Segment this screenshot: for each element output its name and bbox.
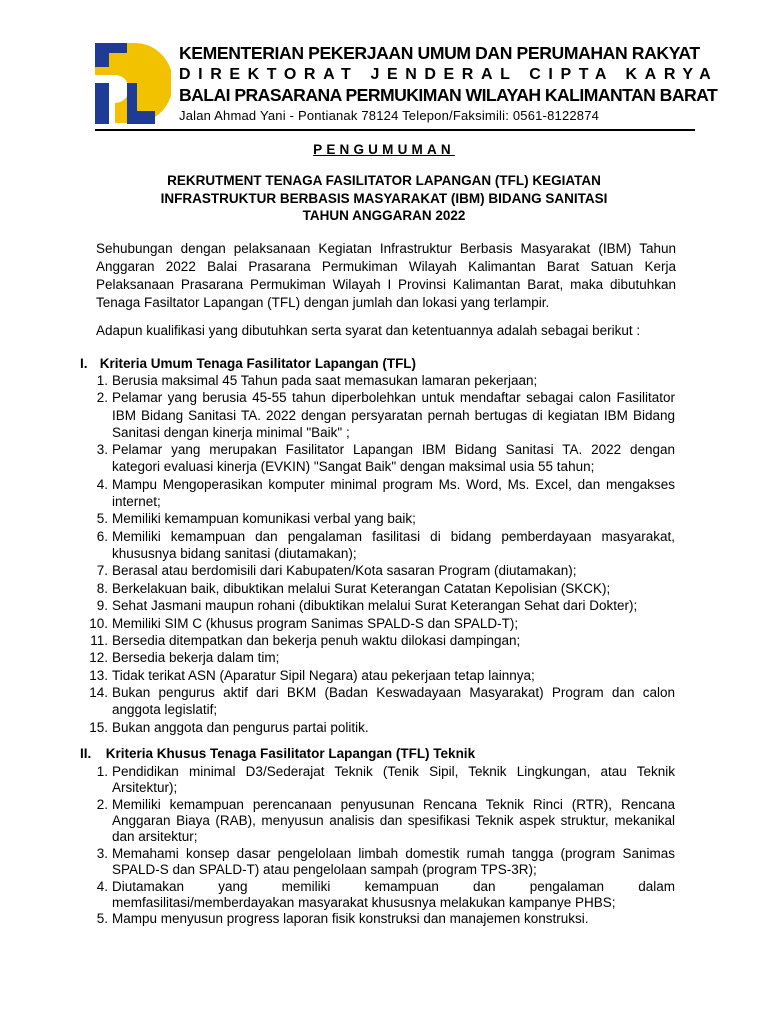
item-number: 3. <box>96 442 108 458</box>
list-item <box>96 476 675 510</box>
item-number: 3. <box>96 845 108 861</box>
document-title <box>0 172 768 225</box>
item-text: Mampu menyusun progress laporan fisik konstruksi dan manajemen konstruksi. <box>112 911 589 927</box>
letterhead-divider <box>95 129 695 131</box>
item-number: 1. <box>96 764 108 779</box>
office-address: Jalan Ahmad Yani - Pontianak 78124 Telepon/Faksimili: 0561-8122874 <box>179 108 600 123</box>
item-text: Tidak terikat ASN (Aparatur Sipil Negara) atau pekerjaan tetap lainnya; <box>112 667 535 683</box>
item-text: Memiliki kemampuan perencanaan penyusunan Rencana Teknik Rinci (RTR), Rencana Anggaran Biaya (RAB), menyusun analisis dan spesifikasi Teknik aspek struktur, mekanikal dan arsitektur; <box>112 796 675 845</box>
list-item <box>96 510 675 527</box>
item-number: 5. <box>96 911 108 927</box>
item-number: 13. <box>89 667 108 683</box>
item-number: 10. <box>89 615 108 631</box>
item-text: Memiliki kemampuan komunikasi verbal yang baik; <box>112 511 416 527</box>
item-text: Memiliki kemampuan dan pengalaman fasilitasi di bidang pemberdayaan masyarakat, khususnya bidang sanitasi (diutamakan); <box>112 528 675 561</box>
list-item <box>96 845 675 879</box>
item-text: Bukan anggota dan pengurus partai politik. <box>112 719 369 735</box>
qualification-intro: Adapun kualifikasi yang dibutuhkan serta syarat dan ketentuannya adalah sebagai berikut : <box>96 323 641 338</box>
item-number: 12. <box>89 650 108 666</box>
section-number: II. <box>80 746 92 761</box>
directorate-name: DIREKTORAT JENDERAL CIPTA KARYA <box>179 66 719 83</box>
item-number: 14. <box>89 685 108 701</box>
list-item <box>89 649 675 666</box>
title-line: TAHUN ANGGARAN 2022 <box>302 208 466 223</box>
list-item <box>89 615 675 632</box>
item-text: Bukan pengurus aktif dari BKM (Badan Keswadayaan Masyarakat) Program dan calon anggota legislatif; <box>112 685 675 718</box>
item-number: 8. <box>96 580 108 596</box>
item-text: Diutamakan yang memiliki kemampuan dan pengalaman dalam memfasilitasi/memberdayakan masyarakat khususnya melakukan kampanye PHBS; <box>112 878 675 910</box>
list-item <box>96 562 675 579</box>
item-number: 9. <box>96 598 108 614</box>
item-number: 4. <box>96 878 108 894</box>
item-text: Berasal atau berdomisili dari Kabupaten/Kota sasaran Program (diutamakan); <box>112 563 577 579</box>
title-line: REKRUTMENT TENAGA FASILITATOR LAPANGAN (TFL) KEGIATAN <box>167 173 601 188</box>
item-text: Pendidikan minimal D3/Sederajat Teknik (Tenik Sipil, Teknik Lingkungan, atau Teknik Arsitektur); <box>112 764 675 796</box>
list-item <box>96 878 675 912</box>
list-item <box>89 667 675 684</box>
list-item <box>89 684 675 718</box>
section-title: Kriteria Umum Tenaga Fasilitator Lapangan (TFL) <box>99 356 417 371</box>
announcement-heading: PENGUMUMAN <box>313 142 455 157</box>
item-number: 2. <box>96 390 108 406</box>
item-number: 1. <box>96 373 108 388</box>
title-line: INFRASTRUKTUR BERBASIS MASYARAKAT (IBM) BIDANG SANITASI <box>160 190 608 206</box>
item-text: Memiliki SIM C (khusus program Sanimas SPALD-S dan SPALD-T); <box>112 615 519 631</box>
letterhead <box>95 43 719 129</box>
list-item <box>90 632 675 649</box>
item-text: Berkelakuan baik, dibuktikan melalui Surat Keterangan Catatan Kepolisian (SKCK); <box>112 580 611 596</box>
list-item <box>96 372 675 389</box>
section-number: I. <box>80 356 88 371</box>
section-heading <box>80 355 680 373</box>
intro-paragraph: Sehubungan dengan pelaksanaan Kegiatan Infrastruktur Berbasis Masyarakat (IBM) Tahun Anggaran 2022 Balai Prasarana Permukiman Wilayah Kalimantan Barat Satuan Kerja Pelaksanaan Prasarana Permukiman Wilayah I Provinsi Kalimantan Barat, maka dibutuhkan Tenaga Fasiltator Lapangan (TFL) dengan jumlah dan lokasi yang terlampir. <box>96 241 676 310</box>
office-name: BALAI PRASARANA PERMUKIMAN WILAYAH KALIMANTAN BARAT <box>179 85 718 105</box>
item-text: Bersedia bekerja dalam tim; <box>112 650 280 666</box>
item-text: Mampu Mengoperasikan komputer minimal program Ms. Word, Ms. Excel, dan mengakses internet; <box>112 476 675 509</box>
item-text: Bersedia ditempatkan dan bekerja penuh waktu dilokasi dampingan; <box>112 632 521 648</box>
ministry-name: KEMENTERIAN PEKERJAAN UMUM DAN PERUMAHAN RAKYAT <box>179 43 700 63</box>
item-text: Pelamar yang merupakan Fasilitator Lapangan IBM Bidang Sanitasi TA. 2022 dengan kategori evaluasi kinerja (EVKIN) "Sangat Baik" dengan maksimal usia 55 tahun; <box>112 442 675 475</box>
item-text: Pelamar yang berusia 45-55 tahun diperbolehkan untuk mendaftar sebagai calon Fasilitator IBM Bidang Sanitasi TA. 2022 dengan persyaratan pernah bertugas di kegiatan IBM Bidang Sanitasi dengan kinerja minimal "Baik" ; <box>112 390 675 440</box>
technical-criteria-list <box>96 764 675 928</box>
item-text: Berusia maksimal 45 Tahun pada saat memasukan lamaran pekerjaan; <box>112 373 538 388</box>
list-item <box>96 389 675 441</box>
list-item <box>96 796 675 846</box>
section-title: Kriteria Khusus Tenaga Fasilitator Lapangan (TFL) Teknik <box>105 746 476 761</box>
list-item <box>96 597 675 614</box>
item-text: Memahami konsep dasar pengelolaan limbah domestik rumah tangga (program Sanimas SPALD-S dan SPALD-T) atau pengelolaan sampah (program TPS-3R); <box>112 845 675 878</box>
list-item <box>96 441 675 475</box>
item-number: 6. <box>96 528 108 544</box>
item-number: 15. <box>89 719 108 735</box>
item-number: 7. <box>96 563 108 579</box>
list-item <box>89 719 675 736</box>
item-text: Sehat Jasmani maupun rohani (dibuktikan melalui Surat Keterangan Sehat dari Dokter); <box>112 598 638 614</box>
list-item <box>96 911 675 927</box>
item-number: 2. <box>96 796 108 812</box>
general-criteria-list <box>89 372 675 736</box>
item-number: 4. <box>96 476 108 492</box>
item-number: 11. <box>90 632 108 648</box>
pupr-logo-icon <box>95 43 171 124</box>
section-heading <box>80 745 680 763</box>
list-item <box>96 580 675 597</box>
list-item <box>96 764 675 797</box>
item-number: 5. <box>96 511 108 527</box>
list-item <box>96 528 675 562</box>
